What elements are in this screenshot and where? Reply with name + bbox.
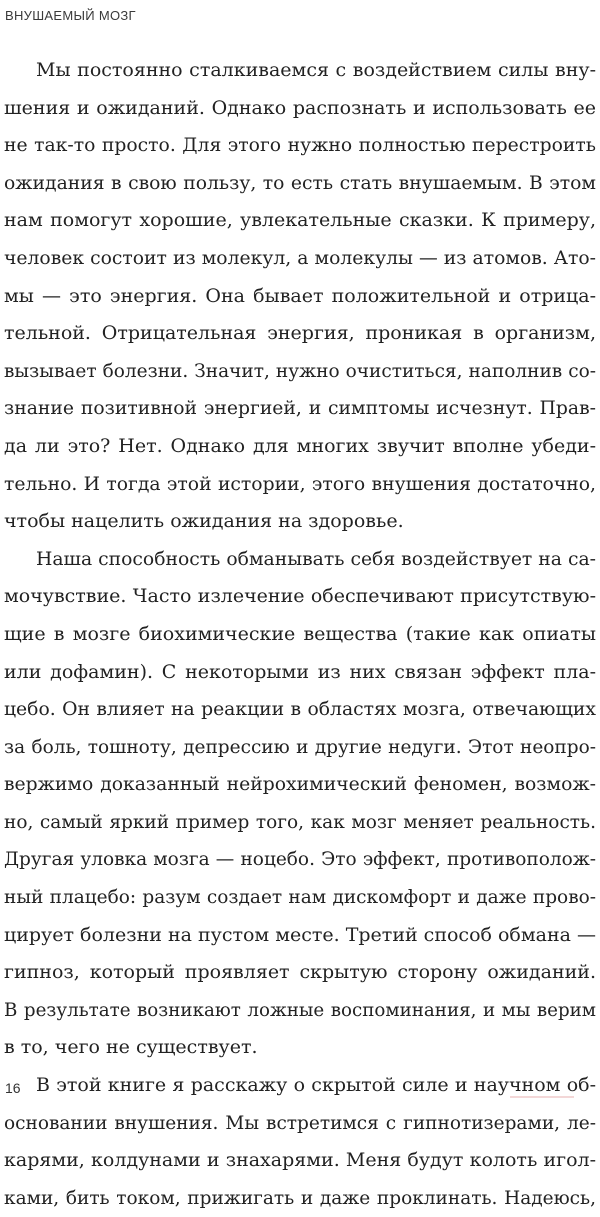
footer-mark — [510, 1096, 574, 1098]
text-line: В этой книге я расскажу о скрытой силе и научном об- — [36, 1074, 596, 1097]
text-line: карями, колдунами и знахарями. Меня будут колоть игол- — [4, 1149, 596, 1172]
text-line: Мы постоянно сталкиваемся с воздействием силы вну- — [36, 59, 596, 81]
body-text — [4, 52, 596, 1217]
text-line: мочувствие. Часто излечение обеспечивают присутствую- — [4, 585, 596, 608]
page-number: 16 — [5, 1080, 21, 1096]
text-line: цирует болезни на пустом месте. Третий способ обмана — — [4, 923, 596, 946]
text-line: цебо. Он влияет на реакции в областях мозга, отвечающих — [4, 699, 596, 721]
text-line: вержимо доказанный нейрохимический феномен, возмож- — [4, 774, 596, 796]
text-line: гипноз, который проявляет скрытую сторону ожиданий. — [4, 961, 596, 984]
text-line: щие в мозге биохимические вещества (такие как опиаты — [4, 622, 596, 645]
paragraph — [4, 1067, 596, 1217]
text-line: да ли это? Нет. Однако для многих звучит вполне убеди- — [4, 434, 596, 457]
text-line: но, самый яркий пример того, как мозг меняет реальность. — [4, 811, 596, 833]
text-line: человек состоит из молекул, а молекулы — из атомов. Ато- — [4, 247, 596, 269]
text-line: в то, чего не существует. — [4, 1036, 258, 1059]
text-line: основании внушения. Мы встретимся с гипнотизерами, ле- — [4, 1112, 596, 1134]
running-header: ВНУШАЕМЫЙ МОЗГ — [5, 8, 136, 23]
text-line: за боль, тошноту, депрессию и другие недуги. Этот неопро- — [4, 736, 596, 758]
paragraph — [4, 541, 596, 1067]
text-line: Другая уловка мозга — ноцебо. Это эффект, противополож- — [4, 849, 596, 871]
text-line: тельной. Отрицательная энергия, проникая в организм, — [4, 322, 596, 345]
text-line: или дофамин). С некоторыми из них связан эффект пла- — [4, 660, 596, 683]
text-line: знание позитивной энергией, и симптомы исчезнут. Прав- — [4, 398, 596, 420]
text-line: вызывает болезни. Значит, нужно очиститься, наполнив со- — [4, 360, 596, 382]
text-line: тельно. И тогда этой истории, этого внушения достаточно, — [4, 473, 596, 495]
text-line: В результате возникают ложные воспоминания, и мы верим — [4, 999, 596, 1021]
text-line: ный плацебо: разум создает нам дискомфорт и даже прово- — [4, 887, 596, 909]
text-line: шения и ожиданий. Однако распознать и использовать ее — [4, 96, 596, 119]
text-line: ками, бить током, прижигать и даже проклинать. Надеюсь, — [4, 1187, 596, 1209]
text-line: не так-то просто. Для этого нужно полностью перестроить — [4, 135, 596, 157]
text-line: чтобы нацелить ожидания на здоровье. — [4, 510, 404, 533]
text-line: Наша способность обманывать себя воздействует на са- — [36, 548, 596, 570]
text-line: ожидания в свою пользу, то есть стать внушаемым. В этом — [4, 172, 596, 194]
paragraph — [4, 52, 596, 541]
text-line: мы — это энергия. Она бывает положительной и отрица- — [4, 284, 596, 307]
text-line: нам помогут хорошие, увлекательные сказки. К примеру, — [4, 209, 596, 232]
